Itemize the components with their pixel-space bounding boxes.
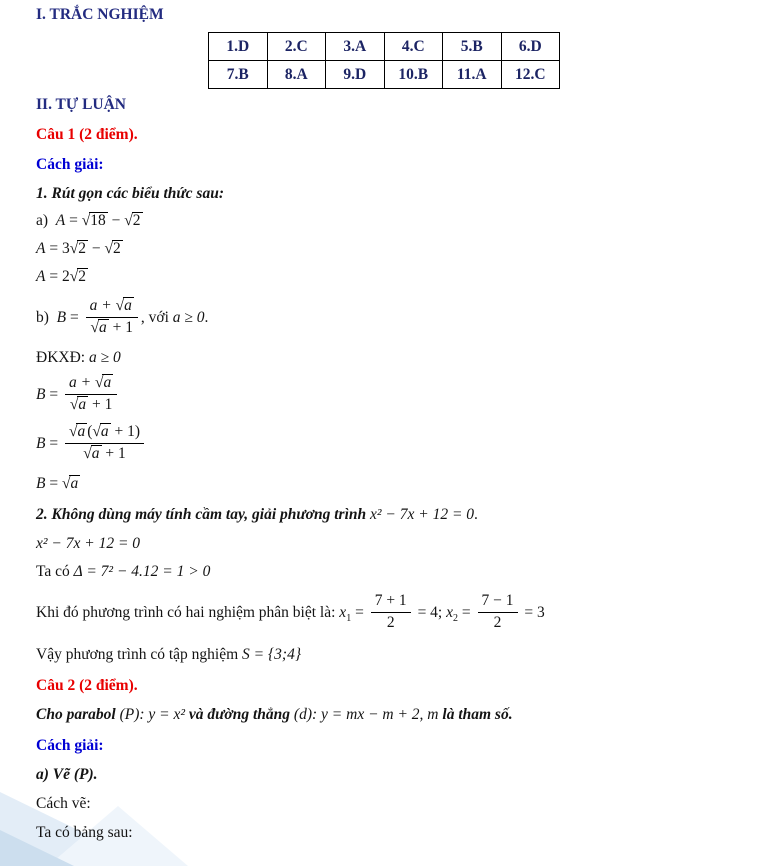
- fraction: a + √ a √ a + 1: [65, 373, 117, 414]
- cau2-draw-label: Cách vẽ:: [36, 795, 91, 812]
- cau2-part-a-title: a) Vẽ (P).: [36, 766, 98, 783]
- cau2-table-label: Ta có bảng sau:: [36, 824, 133, 841]
- sqrt-expression: √ 2: [124, 212, 142, 229]
- sqrt-expression: √ a: [62, 475, 80, 492]
- cau2-heading: Câu 2 (2 điểm).: [36, 677, 138, 694]
- answer-row-2: [209, 61, 560, 89]
- cau1-delta-line: Ta có Δ = 7² − 4.12 = 1 > 0: [36, 563, 211, 580]
- subscript: 2: [453, 613, 459, 625]
- answer-cell: 10.B: [384, 61, 443, 89]
- answer-cell: 12.C: [501, 61, 560, 89]
- answer-cell: 5.B: [443, 33, 502, 61]
- sqrt-expression: √ a: [70, 396, 88, 413]
- answer-cell: 4.C: [384, 33, 443, 61]
- cau1-solution-label: Cách giải:: [36, 156, 104, 173]
- cau1b-intro: b) B = a + √ a √ a + 1 , với a ≥ 0.: [36, 298, 727, 339]
- answer-cell: 9.D: [326, 61, 385, 89]
- sqrt-expression: √ 2: [104, 240, 122, 257]
- cau1-part1-title: 1. Rút gọn các biểu thức sau:: [36, 185, 224, 202]
- fraction: $\frac{7 - 1}{2}$: [478, 591, 518, 632]
- item-label: b): [36, 309, 49, 327]
- cau1-heading: Câu 1 (2 điểm).: [36, 126, 138, 143]
- cau2-solution-label: Cách giải:: [36, 737, 104, 754]
- answer-table: [208, 32, 560, 89]
- fraction: √ a ( √ a + 1) √ a + 1: [65, 422, 144, 463]
- sqrt-expression: √ a: [92, 423, 110, 440]
- cau1a-line1: a) A = √ 18 − √ 2: [36, 212, 727, 230]
- cau2-problem: Cho parabol (P): y = x² và đường thẳng (d): y = mx − m + 2, m là tham số.: [36, 706, 513, 723]
- sqrt-expression: √ a: [91, 319, 109, 336]
- answer-cell: 2.C: [267, 33, 326, 61]
- answer-row-1: [209, 33, 560, 61]
- sqrt-expression: √ a: [95, 374, 113, 391]
- sqrt-expression: √ a: [69, 423, 87, 440]
- sqrt-expression: √ 18: [82, 212, 108, 229]
- answer-cell: 3.A: [326, 33, 385, 61]
- sqrt-expression: √ a: [83, 445, 101, 462]
- answer-cell: 1.D: [209, 33, 268, 61]
- cau1-conclusion: Vậy phương trình có tập nghiệm S = {3;4}: [36, 646, 302, 663]
- cau1a-line3: A = 2 √ 2: [36, 268, 727, 286]
- sqrt-expression: √ a: [116, 297, 134, 314]
- cau1-roots-line: Khi đó phương trình có hai nghiệm phân biệt là: $x_1$ = $\frac{7 + 1}{2}$ = 4; $x_2$ = $\frac{7 - 1}{2}$ = 3: [36, 592, 545, 631]
- cau1-equation: x² − 7x + 12 = 0: [36, 535, 141, 552]
- answer-cell: 6.D: [501, 33, 560, 61]
- sqrt-expression: √ 2: [70, 268, 88, 285]
- subscript: 1: [346, 613, 352, 625]
- answer-cell: 11.A: [443, 61, 502, 89]
- cau1-part2-title: 2. Không dùng máy tính cầm tay, giải phương trình x² − 7x + 12 = 0.: [36, 506, 478, 523]
- item-label: a): [36, 212, 49, 229]
- cau1b-step1: B = a + √ a √ a + 1: [36, 375, 727, 416]
- cau1b-step3: B = √ a: [36, 475, 727, 493]
- fraction: $\frac{7 + 1}{2}$: [371, 591, 411, 632]
- answer-cell: 8.A: [267, 61, 326, 89]
- section-title-tu-luan: II. TỰ LUẬN: [36, 96, 127, 113]
- answer-cell: 7.B: [209, 61, 268, 89]
- cau1b-dkxd: ĐKXĐ: a ≥ 0: [36, 349, 121, 366]
- sqrt-expression: √ 2: [70, 240, 88, 257]
- fraction: a + √ a √ a + 1: [86, 296, 138, 337]
- section-title-trac-nghiem: I. TRẮC NGHIỆM: [36, 6, 164, 23]
- cau1a-line2: A = 3 √ 2 − √ 2: [36, 240, 727, 258]
- cau1b-step2: B = √ a ( √ a + 1) √ a + 1: [36, 424, 727, 465]
